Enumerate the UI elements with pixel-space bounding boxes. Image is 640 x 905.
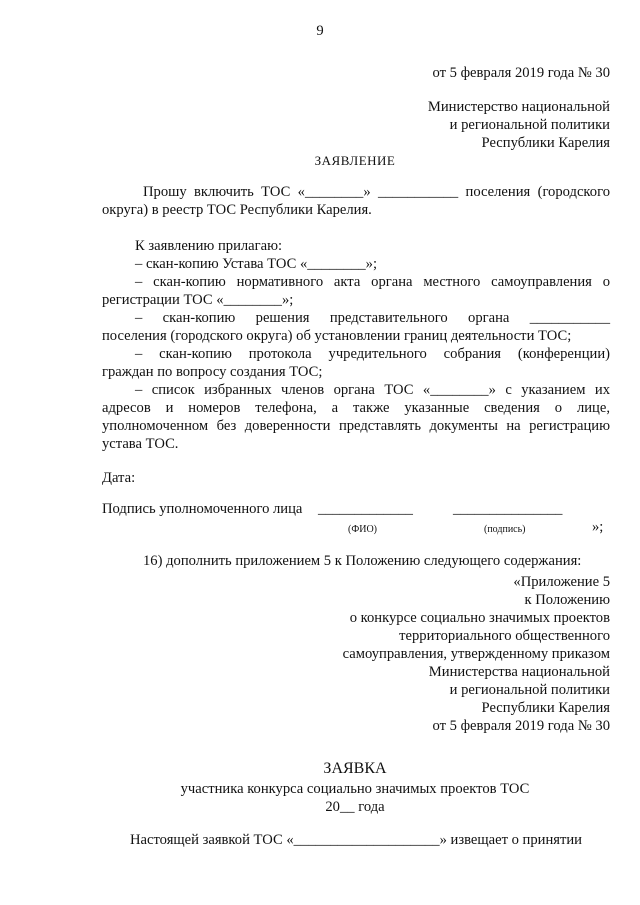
appendix-header-5: самоуправления, утвержденному приказом [342, 646, 610, 662]
attach-line-10: уполномоченном без доверенности представлять документы на регистрацию [102, 418, 610, 434]
attach-line-3: регистрации ТОС «________»; [102, 292, 294, 308]
closing-quote: »; [592, 519, 604, 535]
page-number: 9 [316, 23, 324, 39]
attach-line-5: поселения (городского округа) об установлении границ деятельности ТОС; [102, 328, 572, 344]
amendment-text: 16) дополнить приложением 5 к Положению следующего содержания: [143, 553, 582, 569]
signature-line-sign: _______________ [453, 501, 563, 517]
attach-line-2: – скан-копию нормативного акта органа местного самоуправления о [135, 274, 610, 290]
appendix-header-4: территориального общественного [399, 628, 610, 644]
fio-caption: (ФИО) [348, 524, 378, 535]
application-subtitle: участника конкурса социально значимых проектов ТОС [180, 781, 530, 797]
appendix-header-9: от 5 февраля 2019 года № 30 [432, 718, 610, 734]
attach-line-7: граждан по вопросу создания ТОС; [102, 364, 323, 380]
attach-line-4: – скан-копию решения представительного органа ___________ [135, 310, 610, 326]
request-line-1: Прошу включить ТОС «________» ___________ поселения (городского [143, 184, 610, 200]
attach-intro: К заявлению прилагаю: [135, 238, 283, 254]
appendix-header-2: к Положению [524, 592, 610, 608]
signature-label: Подпись уполномоченного лица [102, 501, 303, 517]
application-year: 20__ года [325, 799, 385, 815]
addressee-line-1: Министерство национальной [427, 99, 610, 115]
statement-title: ЗАЯВЛЕНИЕ [314, 153, 396, 168]
date-label: Дата: [102, 470, 136, 486]
application-intro: Настоящей заявкой ТОС «____________________» извещает о принятии [130, 832, 582, 848]
order-reference-top: от 5 февраля 2019 года № 30 [432, 65, 610, 81]
appendix-header-8: Республики Карелия [481, 700, 610, 716]
appendix-header-3: о конкурсе социально значимых проектов [349, 610, 610, 626]
sign-caption: (подпись) [484, 524, 526, 535]
attach-line-9: адресов и номеров телефона, а также указанные сведения о лице, [102, 400, 610, 416]
signature-line-fio: _____________ [318, 501, 413, 517]
attach-line-11: устава ТОС. [102, 436, 179, 452]
appendix-header-6: Министерства национальной [428, 664, 610, 680]
attach-line-6: – скан-копию протокола учредительного собрания (конференции) [135, 346, 610, 362]
application-title: ЗАЯВКА [323, 760, 387, 777]
addressee-line-2: и региональной политики [449, 117, 610, 133]
appendix-header-7: и региональной политики [449, 682, 610, 698]
request-line-2: округа) в реестр ТОС Республики Карелия. [102, 202, 372, 218]
appendix-header-1: «Приложение 5 [513, 574, 610, 590]
addressee-line-3: Республики Карелия [481, 135, 610, 151]
attach-line-8: – список избранных членов органа ТОС «________» с указанием их [135, 382, 610, 398]
attach-line-1: – скан-копию Устава ТОС «________»; [135, 256, 378, 272]
